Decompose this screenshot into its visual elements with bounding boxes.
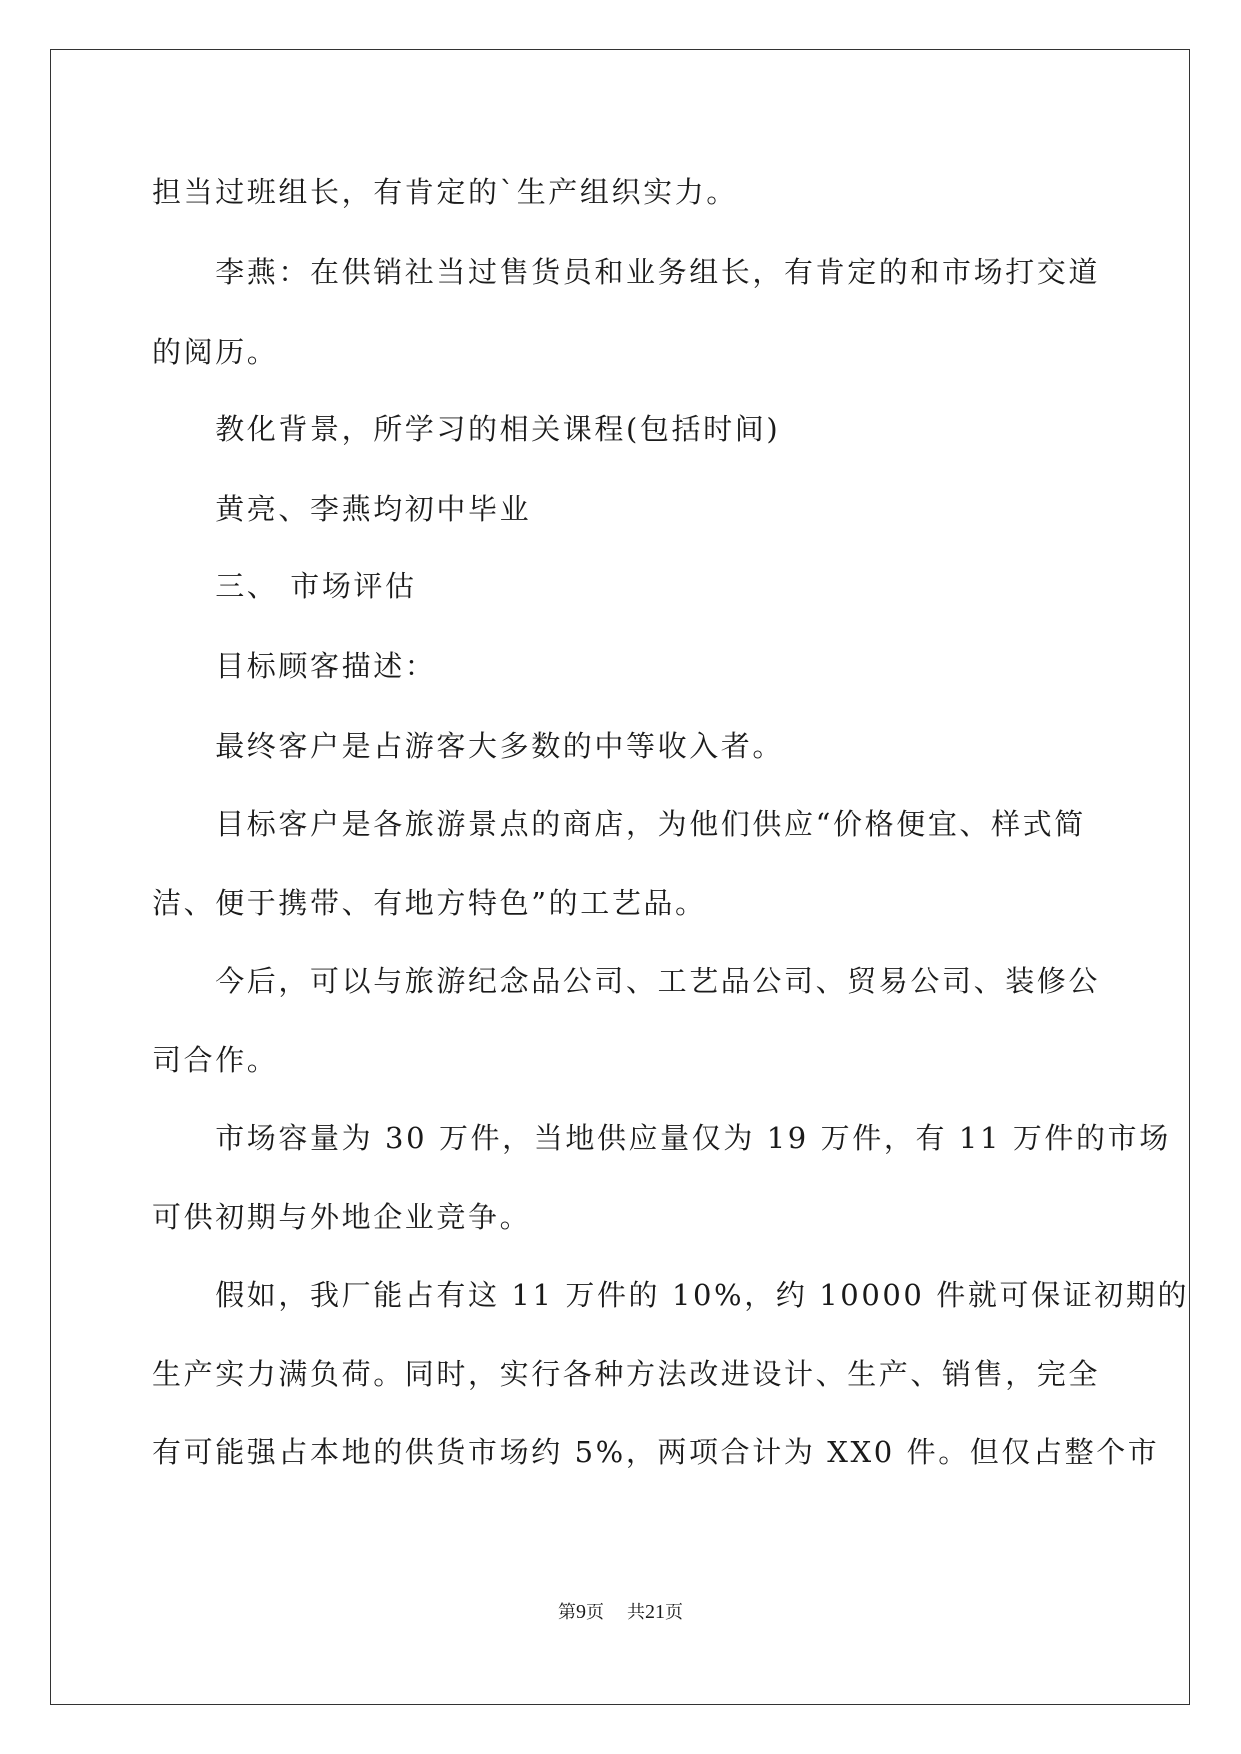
total-prefix: 共 bbox=[626, 1602, 645, 1623]
text-line: 市场容量为 30 万件，当地供应量仅为 19 万件，有 11 万件的市场 bbox=[152, 1121, 1171, 1155]
page-footer bbox=[0, 1600, 1241, 1625]
section-heading: 三、 市场评估 bbox=[152, 569, 417, 603]
text-line: 黄亮、李燕均初中毕业 bbox=[152, 492, 532, 526]
page-prefix: 第 bbox=[558, 1602, 577, 1623]
text-line: 担当过班组长，有肯定的`生产组织实力。 bbox=[152, 175, 738, 209]
text-line: 的阅历。 bbox=[152, 335, 279, 369]
text-line: 李燕：在供销社当过售货员和业务组长，有肯定的和市场打交道 bbox=[152, 255, 1101, 289]
text-line: 今后，可以与旅游纪念品公司、工艺品公司、贸易公司、装修公 bbox=[152, 964, 1101, 998]
text-line: 假如，我厂能占有这 11 万件的 10%，约 10000 件就可保证初期的 bbox=[152, 1278, 1190, 1312]
text-line: 教化背景，所学习的相关课程(包括时间) bbox=[152, 412, 781, 446]
text-line: 可供初期与外地企业竞争。 bbox=[152, 1200, 532, 1234]
text-line: 司合作。 bbox=[152, 1043, 279, 1077]
text-line: 目标客户是各旅游景点的商店，为他们供应“价格便宜、样式简 bbox=[152, 807, 1086, 841]
page-suffix: 页 bbox=[586, 1602, 605, 1623]
total-pages: 21 bbox=[644, 1601, 665, 1623]
text-line: 最终客户是占游客大多数的中等收入者。 bbox=[152, 729, 785, 763]
text-line: 生产实力满负荷。同时，实行各种方法改进设计、生产、销售，完全 bbox=[152, 1357, 1101, 1391]
page-number: 9 bbox=[576, 1601, 587, 1623]
text-line: 有可能强占本地的供货市场约 5%，两项合计为 XX0 件。但仅占整个市 bbox=[152, 1435, 1160, 1469]
text-line: 目标顾客描述： bbox=[152, 649, 437, 683]
text-line: 洁、便于携带、有地方特色”的工艺品。 bbox=[152, 886, 707, 920]
total-suffix: 页 bbox=[664, 1602, 683, 1623]
